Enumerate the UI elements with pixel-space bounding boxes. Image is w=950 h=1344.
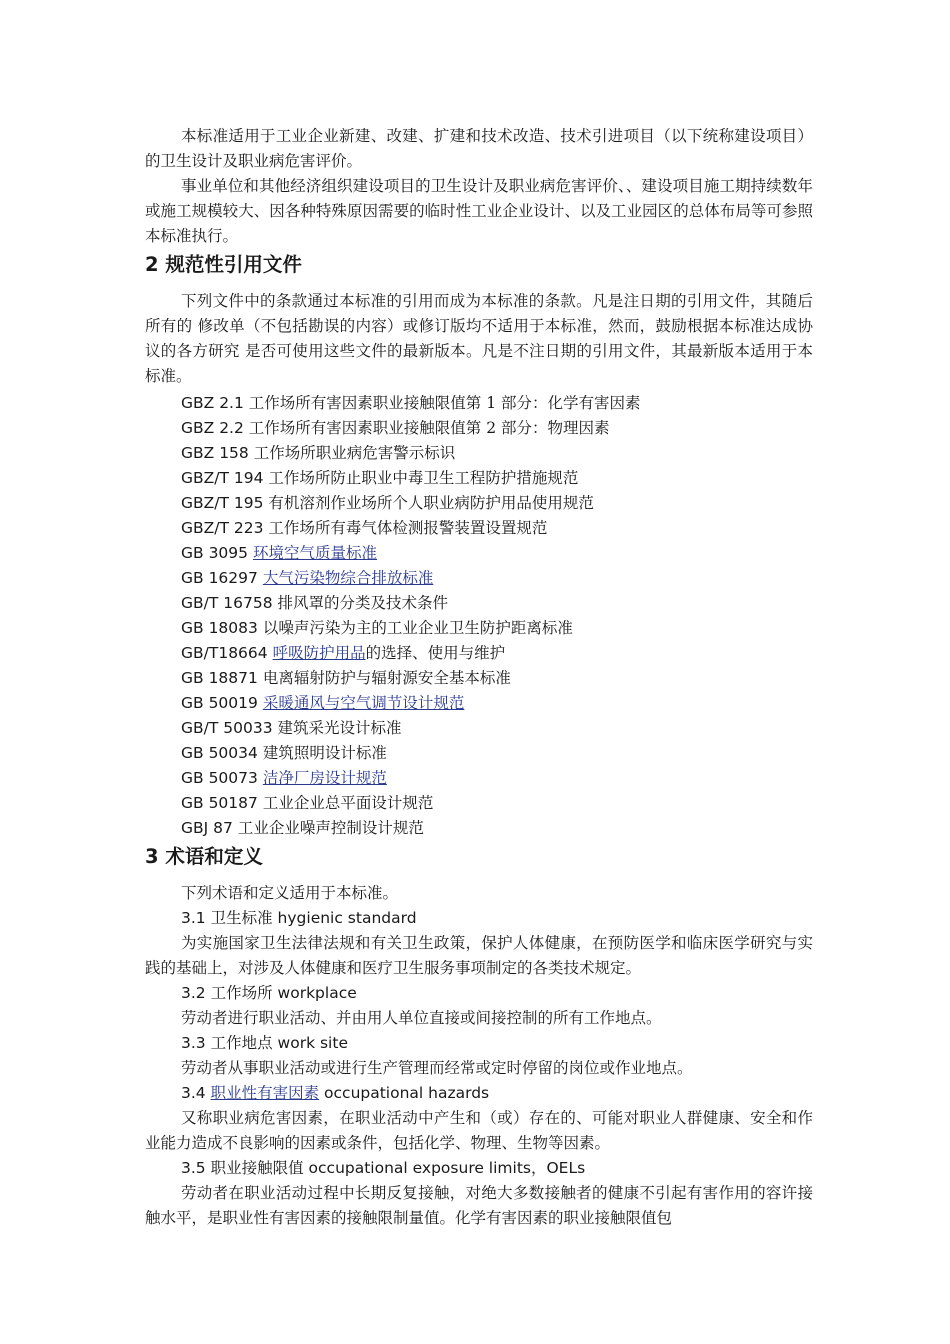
reference-item bbox=[145, 766, 813, 791]
reference-code: GBZ 158 bbox=[181, 444, 249, 462]
reference-item bbox=[145, 491, 813, 516]
term-english: occupational exposure limits，OELs bbox=[308, 1159, 586, 1177]
reference-item bbox=[145, 816, 813, 841]
reference-title: 工业企业总平面设计规范 bbox=[262, 794, 434, 812]
reference-item bbox=[145, 641, 813, 666]
term-english: occupational hazards bbox=[324, 1084, 490, 1102]
reference-title: 工作场所有毒气体检测报警装置设置规范 bbox=[268, 519, 548, 537]
term-number: 3.3 bbox=[181, 1034, 206, 1052]
reference-code: GBZ 2.1 bbox=[181, 394, 244, 412]
section-3-intro: 下列术语和定义适用于本标准。 bbox=[181, 884, 399, 902]
term-heading bbox=[145, 906, 813, 931]
reference-code: GB/T 16758 bbox=[181, 594, 273, 612]
reference-code: GB/T 50033 bbox=[181, 719, 273, 737]
term-chinese: 工作场所 bbox=[210, 984, 273, 1002]
reference-list bbox=[145, 391, 813, 841]
section-2-intro: 下列文件中的条款通过本标准的引用而成为本标准的条款。凡是注日期的引用文件，其随后所有的 修改单（不包括勘误的内容）或修订版均不适用于本标准，然而，鼓励根据本标准达成协议的各方研究 是否可使用这些文件的最新版本。凡是不注日期的引用文件，其最新版本适用于本标准。 bbox=[145, 292, 813, 385]
reference-code: GBJ 87 bbox=[181, 819, 233, 837]
term-english: workplace bbox=[277, 984, 357, 1002]
reference-item bbox=[145, 516, 813, 541]
reference-item bbox=[145, 741, 813, 766]
reference-link[interactable]: 环境空气质量标准 bbox=[252, 544, 377, 562]
reference-code: GB 18083 bbox=[181, 619, 258, 637]
term-heading bbox=[145, 1081, 813, 1106]
reference-item bbox=[145, 441, 813, 466]
reference-title: 建筑采光设计标准 bbox=[277, 719, 402, 737]
reference-item bbox=[145, 616, 813, 641]
reference-link[interactable]: 采暖通风与空气调节设计规范 bbox=[262, 694, 465, 712]
reference-code: GB 16297 bbox=[181, 569, 258, 587]
reference-code: GBZ/T 194 bbox=[181, 469, 264, 487]
reference-code: GB 50187 bbox=[181, 794, 258, 812]
reference-item bbox=[145, 591, 813, 616]
reference-item bbox=[145, 666, 813, 691]
scope-paragraph-2: 事业单位和其他经济组织建设项目的卫生设计及职业病危害评价、、建设项目施工期持续数年或施工规模较大、因各种特殊原因需要的临时性工业企业设计、以及工业园区的总体布局等可参照本标准执行。 bbox=[145, 177, 813, 245]
term-list bbox=[145, 906, 813, 1231]
reference-title: 建筑照明设计标准 bbox=[262, 744, 387, 762]
document-page bbox=[145, 124, 813, 1231]
reference-code: GB 50073 bbox=[181, 769, 258, 787]
reference-code: GB 3095 bbox=[181, 544, 249, 562]
reference-title: 工作场所有害因素职业接触限值第 1 部分：化学有害因素 bbox=[248, 394, 641, 412]
term-chinese: 卫生标准 bbox=[210, 909, 273, 927]
reference-code: GB 50034 bbox=[181, 744, 258, 762]
term-number: 3.4 bbox=[181, 1084, 206, 1102]
term-definition: 劳动者从事职业活动或进行生产管理而经常或定时停留的岗位或作业地点。 bbox=[181, 1059, 693, 1077]
reference-link[interactable]: 呼吸防护用品 bbox=[272, 644, 366, 662]
reference-title: 排风罩的分类及技术条件 bbox=[277, 594, 449, 612]
term-number: 3.5 bbox=[181, 1159, 206, 1177]
reference-title-suffix: 的选择、使用与维护 bbox=[365, 644, 506, 662]
reference-code: GB 18871 bbox=[181, 669, 258, 687]
term-chinese-link[interactable]: 职业性有害因素 bbox=[210, 1084, 320, 1102]
reference-title: 以噪声污染为主的工业企业卫生防护距离标准 bbox=[262, 619, 573, 637]
reference-link[interactable]: 洁净厂房设计规范 bbox=[262, 769, 387, 787]
term-definition: 又称职业病危害因素，在职业活动中产生和（或）存在的、可能对职业人群健康、安全和作业能力造成不良影响的因素或条件，包括化学、物理、生物等因素。 bbox=[145, 1109, 813, 1152]
reference-title: 电离辐射防护与辐射源安全基本标准 bbox=[262, 669, 511, 687]
term-chinese: 工作地点 bbox=[210, 1034, 273, 1052]
reference-item bbox=[145, 391, 813, 416]
reference-title: 工作场所职业病危害警示标识 bbox=[253, 444, 456, 462]
term-definition: 劳动者在职业活动过程中长期反复接触，对绝大多数接触者的健康不引起有害作用的容许接触水平，是职业性有害因素的接触限制量值。化学有害因素的职业接触限值包 bbox=[145, 1184, 813, 1227]
term-number: 3.2 bbox=[181, 984, 206, 1002]
reference-code: GB 50019 bbox=[181, 694, 258, 712]
reference-item bbox=[145, 691, 813, 716]
term-heading bbox=[145, 981, 813, 1006]
reference-title: 工作场所有害因素职业接触限值第 2 部分：物理因素 bbox=[248, 419, 610, 437]
term-definition: 劳动者进行职业活动、并由用人单位直接或间接控制的所有工作地点。 bbox=[181, 1009, 662, 1027]
term-number: 3.1 bbox=[181, 909, 206, 927]
reference-item bbox=[145, 716, 813, 741]
reference-code: GBZ/T 223 bbox=[181, 519, 264, 537]
scope-paragraph-1: 本标准适用于工业企业新建、改建、扩建和技术改造、技术引进项目（以下统称建设项目）的卫生设计及职业病危害评价。 bbox=[145, 127, 813, 170]
term-english: work site bbox=[277, 1034, 348, 1052]
reference-item bbox=[145, 466, 813, 491]
reference-item bbox=[145, 416, 813, 441]
reference-item bbox=[145, 541, 813, 566]
reference-title: 工作场所防止职业中毒卫生工程防护措施规范 bbox=[268, 469, 579, 487]
reference-link[interactable]: 大气污染物综合排放标准 bbox=[262, 569, 434, 587]
term-chinese: 职业接触限值 bbox=[210, 1159, 304, 1177]
reference-code: GB/T18664 bbox=[181, 644, 268, 662]
reference-item bbox=[145, 566, 813, 591]
reference-title: 工业企业噪声控制设计规范 bbox=[237, 819, 424, 837]
term-heading bbox=[145, 1031, 813, 1056]
term-english: hygienic standard bbox=[277, 909, 417, 927]
term-definition: 为实施国家卫生法律法规和有关卫生政策，保护人体健康，在预防医学和临床医学研究与实践的基础上，对涉及人体健康和医疗卫生服务事项制定的各类技术规定。 bbox=[145, 934, 813, 977]
section-2-heading: 2 规范性引用文件 bbox=[145, 253, 302, 276]
term-heading bbox=[145, 1156, 813, 1181]
reference-code: GBZ 2.2 bbox=[181, 419, 244, 437]
reference-title: 有机溶剂作业场所个人职业病防护用品使用规范 bbox=[268, 494, 594, 512]
reference-code: GBZ/T 195 bbox=[181, 494, 264, 512]
section-3-heading: 3 术语和定义 bbox=[145, 845, 263, 868]
reference-item bbox=[145, 791, 813, 816]
